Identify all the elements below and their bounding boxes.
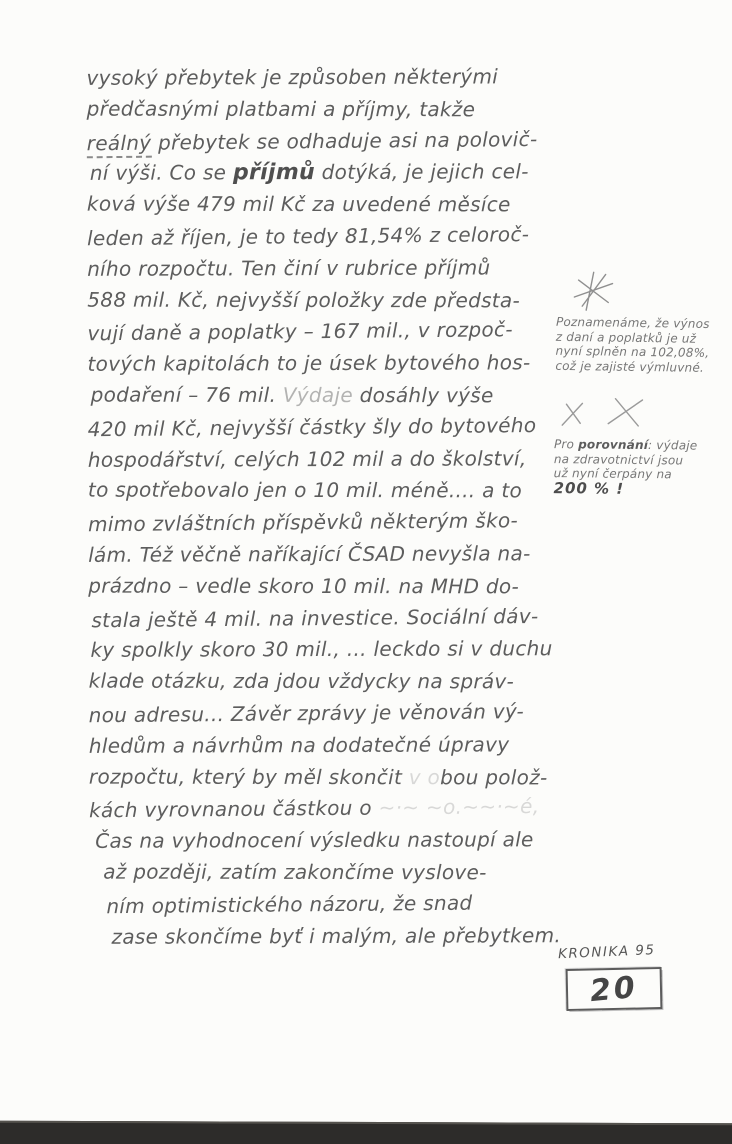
handwritten-line — [90, 157, 567, 190]
text-segment: 420 mil Kč, nejvyšší částky šly do bytového — [87, 412, 537, 442]
text-segment: vují daně a poplatky – 167 mil., v rozpoč- — [87, 317, 513, 346]
text-segment: podaření – 76 mil. — [90, 382, 283, 407]
handwritten-line — [87, 93, 567, 126]
text-segment: příjmů — [232, 160, 316, 186]
margin-note-1 — [555, 271, 732, 375]
text-segment: ková výše 479 mil Kč za uvedené měsíce — [86, 191, 511, 217]
handwritten-line — [91, 380, 568, 413]
chronicle-label: KRONIKA 95 — [557, 942, 656, 963]
text-segment: leden až říjen, je to tedy 81,54% z celoroč- — [86, 222, 530, 251]
handwritten-line — [88, 570, 568, 603]
handwritten-line — [95, 824, 569, 857]
handwritten-line — [89, 729, 569, 762]
text-segment: ního rozpočtu. Ten činí v rubrice příjmů — [87, 255, 491, 281]
handwritten-line — [90, 634, 568, 667]
text-segment: Výdaje — [282, 382, 353, 408]
text-segment: to spotřebovalo jen o 10 mil. méně.... a to — [87, 477, 523, 503]
text-segment: reálný — [87, 130, 152, 158]
text-segment: 588 mil. Kč, nejvyšší položky zde předsta- — [87, 287, 521, 312]
text-segment: ~·~ ~o.~~·~é, — [378, 794, 540, 820]
text-segment: prázdno – vedle skoro 10 mil. na MHD do- — [88, 573, 520, 599]
text-segment: lám. Též věčně naříkající ČSAD nevyšla na- — [88, 541, 531, 567]
handwritten-line — [106, 886, 569, 922]
handwritten-line — [91, 600, 568, 636]
text-segment: ní výši. Co se — [89, 160, 233, 186]
margin-note-1-text — [555, 315, 732, 375]
handwritten-line — [88, 409, 568, 445]
cross-marks-icon — [558, 395, 650, 436]
handwritten-line — [88, 538, 568, 571]
text-segment: předčasnými platbami a příjmy, takže — [86, 96, 476, 122]
text-segment: z daní a poplatků je už — [555, 329, 697, 346]
text-segment: tových kapitolách to je úsek bytového hos- — [87, 350, 531, 377]
handwritten-line — [86, 61, 566, 94]
text-segment: vysoký přebytek je způsoben některými — [86, 64, 499, 90]
margin-note-2-text — [553, 437, 732, 498]
text-segment: ním optimistického názoru, že snad — [106, 890, 473, 918]
asterisk-marker-icon — [572, 271, 615, 312]
text-segment: Poznamenáme, že výnos — [555, 314, 710, 331]
text-segment: na zdravotnictví jsou — [553, 451, 684, 467]
text-segment: přebytek se odhaduje asi na polovič- — [151, 126, 538, 155]
text-segment: dotýká, je jejich cel- — [314, 159, 529, 185]
handwritten-line — [87, 219, 567, 255]
text-segment: hospodářství, celých 102 mil a do školství, — [87, 445, 527, 472]
text-segment: Pro — [553, 437, 579, 452]
handwritten-line — [553, 478, 731, 498]
handwritten-line — [88, 505, 568, 541]
text-segment: až později, zatím zakončíme vyslove- — [103, 859, 487, 885]
handwritten-line — [87, 284, 567, 317]
text-segment: porovnání — [578, 437, 649, 453]
handwritten-line — [555, 358, 731, 375]
handwritten-line — [89, 666, 569, 699]
handwritten-line — [89, 791, 569, 827]
handwritten-line — [103, 856, 569, 889]
text-segment: ky spolkly skoro 30 mil., ... leckdo si v duchu — [90, 636, 553, 663]
text-segment: kách vyrovnanou částkou o — [88, 795, 379, 823]
text-segment: nyní splněn na 102,08%, — [555, 343, 710, 360]
handwritten-line — [87, 189, 567, 222]
handwritten-line — [111, 920, 569, 953]
text-segment: zase skončíme byť i malým, ale přebytkem. — [111, 922, 562, 949]
text-segment: bou polož- — [440, 764, 548, 789]
handwritten-line — [87, 347, 567, 380]
text-segment: už nyní čerpány na — [553, 466, 672, 482]
handwritten-line — [87, 252, 567, 285]
handwritten-line — [87, 314, 567, 350]
handwritten-line — [89, 696, 569, 732]
page-footer — [558, 944, 662, 1010]
text-segment: stala ještě 4 mil. na investice. Sociální dáv- — [91, 603, 539, 632]
text-segment: klade otázku, zda jdou vždycky na správ- — [88, 668, 515, 694]
text-segment: nou adresu... Závěr zprávy je věnován vý- — [88, 699, 525, 728]
text-segment: v o — [408, 764, 441, 789]
handwritten-line — [88, 475, 568, 508]
text-segment: 200 % ! — [553, 478, 625, 498]
text-segment: : výdaje — [648, 438, 698, 453]
scan-edge-band — [0, 1121, 732, 1144]
text-segment: rozpočtu, který by měl skončit — [88, 764, 409, 789]
page-number-box — [566, 967, 663, 1011]
margin-note-2 — [553, 395, 732, 498]
page-number: 20 — [588, 969, 640, 1009]
text-segment: Čas na vyhodnocení výsledku nastoupí ale — [95, 827, 534, 853]
text-segment: což je zajisté výmluvné. — [555, 358, 705, 375]
text-segment: hledům a návrhům na dodatečné úpravy — [88, 732, 510, 758]
text-segment: dosáhly výše — [352, 383, 494, 408]
handwritten-line — [88, 443, 568, 476]
main-text-block — [86, 61, 569, 953]
text-segment: mimo zvláštních příspěvků některým ško- — [87, 508, 519, 537]
handwritten-line — [89, 761, 569, 794]
handwritten-line — [87, 123, 567, 159]
